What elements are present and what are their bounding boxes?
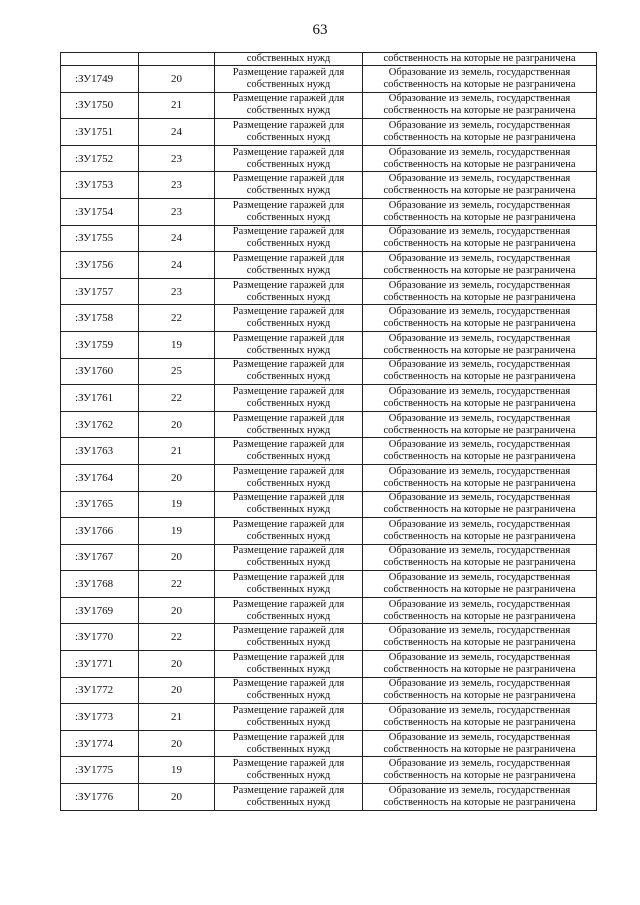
cell-purpose [215,491,363,518]
basis-line-1: Образование из земель, государственная [388,306,571,318]
cell-area: 20 [139,411,215,438]
purpose-line-1: Размещение гаражей для [232,119,345,131]
purpose-line-1: Размещение гаражей для [232,173,345,185]
purpose-line-2: собственных нужд [246,743,331,755]
cell-area: 20 [139,730,215,757]
cell-basis [363,704,597,731]
cell-area: 19 [139,518,215,545]
cell-area: 23 [139,198,215,225]
basis-line-1: Образование из земель, государственная [388,705,571,717]
table-row [61,597,597,624]
purpose-line-1: Размещение гаражей для [232,625,345,637]
cell-purpose [215,464,363,491]
basis-line-1: Образование из земель, государственная [388,332,571,344]
cell-basis [363,172,597,199]
purpose-line-1: Размещение гаражей для [232,518,345,530]
cell-basis [363,225,597,252]
cell-plot-id: :ЗУ1755 [61,225,139,252]
cell-plot-id: :ЗУ1759 [61,331,139,358]
cell-area: 24 [139,119,215,146]
cell-area: 23 [139,145,215,172]
cell-basis [363,438,597,465]
purpose-line-2: собственных нужд [246,211,331,223]
cell-plot-id: :ЗУ1767 [61,544,139,571]
cell-area: 20 [139,464,215,491]
cell-basis [363,677,597,704]
purpose-line-2: собственных нужд [246,318,331,330]
cell-plot-id: :ЗУ1770 [61,624,139,651]
cell-purpose [215,411,363,438]
table-row [61,411,597,438]
basis-line-1: Образование из земель, государственная [388,465,571,477]
cell-basis [363,651,597,678]
table-row [61,92,597,119]
purpose-line-1: Размещение гаражей для [232,651,345,663]
cell-area: 19 [139,331,215,358]
cell-purpose [215,624,363,651]
purpose-line-2: собственных нужд [246,637,331,649]
cell-basis [363,145,597,172]
cell-basis [363,358,597,385]
table-row [61,385,597,412]
basis-line-1: Образование из земель, государственная [388,625,571,637]
purpose-line-1: Размещение гаражей для [232,332,345,344]
basis-line-2: собственность на которые не разграничена [383,131,576,143]
cell-area: 22 [139,624,215,651]
cell-area: 22 [139,305,215,332]
table-row [61,624,597,651]
page-number: 63 [312,22,328,38]
cell-plot-id: :ЗУ1768 [61,571,139,598]
table-row [61,518,597,545]
table-row [61,730,597,757]
cell-plot-id: :ЗУ1753 [61,172,139,199]
cell-plot-id: :ЗУ1751 [61,119,139,146]
basis-line-1: Образование из земель, государственная [388,119,571,131]
basis-line-2: собственность на которые не разграничена [383,318,576,330]
basis-line-2: собственность на которые не разграничена [383,690,576,702]
purpose-line-1: Размещение гаражей для [232,93,345,105]
basis-line-1: Образование из земель, государственная [388,492,571,504]
basis-line-2: собственность на которые не разграничена [383,105,576,117]
purpose-line-1: Размещение гаражей для [232,385,345,397]
purpose-line-1: Размещение гаражей для [232,784,345,796]
cell-area: 22 [139,385,215,412]
purpose-line-2: собственных нужд [246,424,331,436]
table-row [61,145,597,172]
cell-area: 23 [139,172,215,199]
basis-line-2: собственность на которые не разграничена [383,796,576,808]
purpose-line-1: Размещение гаражей для [232,572,345,584]
cell-plot-id: :ЗУ1749 [61,66,139,93]
purpose-line-1: Размещение гаражей для [232,439,345,451]
purpose-line-2: собственных нужд [246,504,331,516]
basis-line-1: Образование из земель, государственная [388,226,571,238]
purpose-line-2: собственных нужд [246,131,331,143]
cell-plot-id: :ЗУ1772 [61,677,139,704]
table-row [61,491,597,518]
purpose-line-2: собственных нужд [246,105,331,117]
cell-plot-id: :ЗУ1761 [61,385,139,412]
purpose-line-1: Размещение гаражей для [232,306,345,318]
cell-area: 25 [139,358,215,385]
cell-plot-id: :ЗУ1774 [61,730,139,757]
cell-area: 20 [139,66,215,93]
cell-basis [363,784,597,811]
table-row [61,358,597,385]
purpose-line-2: собственных нужд [246,717,331,729]
basis-line-1: Образование из земель, государственная [388,758,571,770]
purpose-line-1: Размещение гаражей для [232,731,345,743]
table-row [61,119,597,146]
basis-line-2: собственность на которые не разграничена [383,344,576,356]
basis-line-1: Образование из земель, государственная [388,731,571,743]
cell-basis [363,66,597,93]
cell-purpose [215,597,363,624]
table-row [61,438,597,465]
cell-purpose [215,544,363,571]
basis-line-1: Образование из земель, государственная [388,279,571,291]
cell-area: 21 [139,92,215,119]
cell-purpose [215,66,363,93]
purpose-line-2: собственных нужд [246,610,331,622]
purpose-line-1: Размещение гаражей для [232,705,345,717]
cell-plot-id: :ЗУ1757 [61,278,139,305]
cell-purpose [215,225,363,252]
purpose-line-2: собственных нужд [246,530,331,542]
cell-basis [363,544,597,571]
table-row [61,331,597,358]
cell-purpose [215,305,363,332]
purpose-line-1: Размещение гаражей для [232,226,345,238]
cell-purpose [215,145,363,172]
cell-purpose [215,92,363,119]
purpose-line-1: Размещение гаражей для [232,359,345,371]
cell-purpose [215,757,363,784]
purpose-line-2: собственных нужд [246,371,331,383]
cell-plot-id: :ЗУ1764 [61,464,139,491]
basis-line-2: собственность на которые не разграничена [383,264,576,276]
cell-purpose [215,119,363,146]
basis-line-1: Образование из земель, государственная [388,572,571,584]
cell-plot-id: :ЗУ1762 [61,411,139,438]
basis-line-2: собственность на которые не разграничена [383,371,576,383]
basis-line-2: собственность на которые не разграничена [383,530,576,542]
cell-area: 23 [139,278,215,305]
table-row [61,252,597,279]
purpose-line-2: собственных нужд [246,185,331,197]
basis-line-1: Образование из земель, государственная [388,598,571,610]
basis-line-1: Образование из земель, государственная [388,651,571,663]
purpose-line-1: Размещение гаражей для [232,252,345,264]
cell-purpose [215,278,363,305]
cell-id [61,53,139,66]
cell-plot-id: :ЗУ1766 [61,518,139,545]
purpose-line-2: собственных нужд [246,770,331,782]
basis-line-2: собственность на которые не разграничена [383,185,576,197]
purpose-line-1: Размещение гаражей для [232,412,345,424]
cell-basis [363,305,597,332]
cell-plot-id: :ЗУ1765 [61,491,139,518]
cell-plot-id: :ЗУ1752 [61,145,139,172]
basis-line-2: собственность на которые не разграничена [383,451,576,463]
purpose-line-2: собственных нужд [246,158,331,170]
basis-line-1: Образование из земель, государственная [388,66,571,78]
table-row [61,677,597,704]
cell-purpose [215,651,363,678]
cell-purpose [215,252,363,279]
purpose-line-2: собственных нужд [246,238,331,250]
table-row [61,198,597,225]
cell-purpose [215,331,363,358]
table-row [61,225,597,252]
purpose-line-2: собственных нужд [246,451,331,463]
basis-line-1: Образование из земель, государственная [388,545,571,557]
cell-basis [363,119,597,146]
cell-area [139,53,215,66]
cell-basis [363,331,597,358]
purpose-line-2: собственных нужд [246,344,331,356]
cell-basis [363,518,597,545]
cell-purpose [215,704,363,731]
cell-basis [363,385,597,412]
basis-line-2: собственность на которые не разграничена [383,238,576,250]
cell-area: 20 [139,651,215,678]
cell-plot-id: :ЗУ1760 [61,358,139,385]
cell-purpose [215,571,363,598]
basis-line-2: собственность на которые не разграничена [383,610,576,622]
basis-line-1: Образование из земель, государственная [388,412,571,424]
basis-line-2: собственность на которые не разграничена [383,78,576,90]
cell-purpose [215,730,363,757]
basis-line-1: Образование из земель, государственная [388,252,571,264]
cell-purpose [215,358,363,385]
cell-area: 20 [139,784,215,811]
purpose-line-1: Размещение гаражей для [232,66,345,78]
table-row [61,278,597,305]
purpose-line-2: собственных нужд [246,796,331,808]
cell-purpose [215,198,363,225]
cell-area: 20 [139,677,215,704]
cell-plot-id: :ЗУ1776 [61,784,139,811]
purpose-line-2: собственных нужд [246,291,331,303]
table-row [61,544,597,571]
purpose-line-1: Размещение гаражей для [232,545,345,557]
basis-line-1: Образование из земель, государственная [388,146,571,158]
cell-basis [363,464,597,491]
cell-basis [363,278,597,305]
cell-area: 24 [139,252,215,279]
basis-line-1: Образование из земель, государственная [388,784,571,796]
purpose-line-1: Размещение гаражей для [232,146,345,158]
cell-purpose [215,438,363,465]
cell-plot-id: :ЗУ1756 [61,252,139,279]
basis-line-2: собственность на которые не разграничена [383,211,576,223]
cell-basis: собственность на которые не разграничена [363,53,597,66]
cell-purpose [215,172,363,199]
cell-basis [363,597,597,624]
table-row [61,784,597,811]
basis-line-1: Образование из земель, государственная [388,518,571,530]
basis-line-2: собственность на которые не разграничена [383,504,576,516]
cell-plot-id: :ЗУ1754 [61,198,139,225]
purpose-line-1: Размещение гаражей для [232,199,345,211]
cell-plot-id: :ЗУ1773 [61,704,139,731]
cell-plot-id: :ЗУ1769 [61,597,139,624]
cell-plot-id: :ЗУ1758 [61,305,139,332]
cell-area: 19 [139,491,215,518]
basis-line-1: Образование из земель, государственная [388,199,571,211]
cell-area: 21 [139,438,215,465]
cell-basis [363,624,597,651]
purpose-line-2: собственных нужд [246,557,331,569]
cell-purpose [215,784,363,811]
cell-basis [363,491,597,518]
basis-line-2: собственность на которые не разграничена [383,397,576,409]
table-row [61,305,597,332]
cell-basis [363,411,597,438]
basis-line-2: собственность на которые не разграничена [383,424,576,436]
table-row [61,172,597,199]
basis-line-1: Образование из земель, государственная [388,173,571,185]
cell-basis [363,198,597,225]
purpose-line-2: собственных нужд [246,78,331,90]
purpose-line-2: собственных нужд [246,397,331,409]
cell-basis [363,757,597,784]
cell-purpose [215,677,363,704]
table-row [61,757,597,784]
purpose-line-1: Размещение гаражей для [232,758,345,770]
purpose-line-1: Размещение гаражей для [232,279,345,291]
purpose-line-2: собственных нужд [246,584,331,596]
cell-basis [363,92,597,119]
basis-line-1: Образование из земель, государственная [388,93,571,105]
table-row [61,704,597,731]
purpose-line-1: Размещение гаражей для [232,598,345,610]
cell-area: 20 [139,597,215,624]
cell-area: 24 [139,225,215,252]
basis-line-2: собственность на которые не разграничена [383,584,576,596]
basis-line-2: собственность на которые не разграничена [383,743,576,755]
cell-basis [363,252,597,279]
basis-line-1: Образование из земель, государственная [388,359,571,371]
basis-line-2: собственность на которые не разграничена [383,477,576,489]
basis-line-2: собственность на которые не разграничена [383,637,576,649]
basis-line-1: Образование из земель, государственная [388,385,571,397]
cell-area: 21 [139,704,215,731]
cell-plot-id: :ЗУ1775 [61,757,139,784]
basis-line-2: собственность на которые не разграничена [383,291,576,303]
land-plots-table [60,52,597,811]
basis-line-2: собственность на которые не разграничена [383,557,576,569]
basis-line-2: собственность на которые не разграничена [383,663,576,675]
basis-line-1: Образование из земель, государственная [388,439,571,451]
basis-line-2: собственность на которые не разграничена [383,158,576,170]
cell-basis [363,571,597,598]
cell-area: 19 [139,757,215,784]
cell-purpose [215,385,363,412]
table-row-continuation [61,53,597,66]
cell-area: 20 [139,544,215,571]
cell-area: 22 [139,571,215,598]
purpose-line-1: Размещение гаражей для [232,678,345,690]
table-row [61,464,597,491]
cell-purpose [215,518,363,545]
table-row [61,651,597,678]
table-row [61,66,597,93]
purpose-line-2: собственных нужд [246,690,331,702]
purpose-line-2: собственных нужд [246,663,331,675]
purpose-line-1: Размещение гаражей для [232,465,345,477]
cell-plot-id: :ЗУ1750 [61,92,139,119]
purpose-line-1: Размещение гаражей для [232,492,345,504]
basis-line-1: Образование из земель, государственная [388,678,571,690]
cell-basis [363,730,597,757]
cell-plot-id: :ЗУ1763 [61,438,139,465]
cell-plot-id: :ЗУ1771 [61,651,139,678]
basis-line-2: собственность на которые не разграничена [383,770,576,782]
basis-line-2: собственность на которые не разграничена [383,717,576,729]
table-body [61,53,597,811]
purpose-line-2: собственных нужд [246,477,331,489]
purpose-line-2: собственных нужд [246,264,331,276]
cell-purpose: собственных нужд [215,53,363,66]
table-row [61,571,597,598]
